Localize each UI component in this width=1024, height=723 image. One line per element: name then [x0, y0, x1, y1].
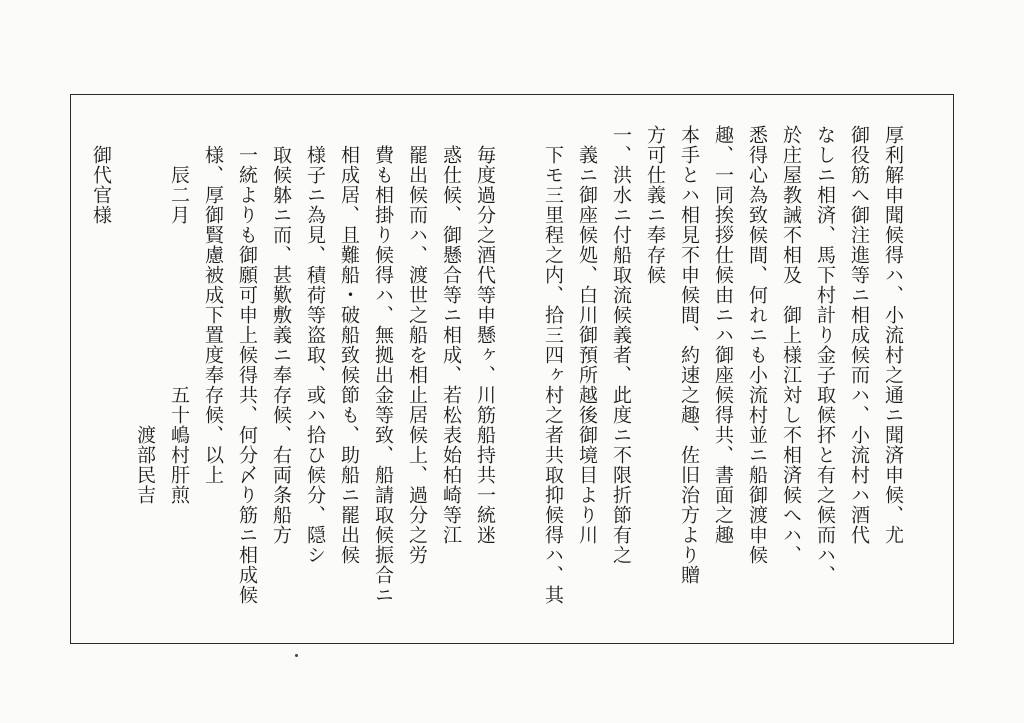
text-column: 相成居、且難船・破船致候節も、助船ニ罷出候: [338, 145, 360, 565]
text-column: 毎度過分之酒代等申懸ヶ、川筋船持共一統迷: [474, 145, 496, 545]
text-column: なしニ相済、馬下村計り金子取候抔と有之候而ハ、: [814, 125, 836, 585]
text-column: 厚利解申聞候得ハ、小流村之通ニ聞済申候、尤: [882, 125, 904, 545]
text-column: 渡部民吉: [134, 165, 156, 505]
text-column: 様子ニ為見、積荷等盗取、或ハ拾ひ候分、隠シ: [304, 145, 326, 565]
text-column: 御代官様: [90, 145, 112, 225]
text-column: 一統よりも御願可申上候得共、何分〆り筋ニ相成候: [236, 145, 258, 605]
text-column: 罷出候而ハ、渡世之船を相止居候上、過分之労: [406, 145, 428, 565]
text-column: 於庄屋教誡不相及 御上様江対し不相済候へハ、: [780, 125, 802, 565]
text-column: 様、厚御賢慮被成下置度奉存候、以上: [202, 145, 224, 485]
text-column: 本手とハ相見不申候間、約速之趣、佐旧治方より贈: [678, 125, 700, 585]
text-column: 義ニ御座候処、白川御預所越後御境目より川: [576, 145, 598, 545]
text-column: 方可仕義ニ奉存候: [644, 125, 666, 285]
text-column: 悉得心為致候間、何れニも小流村並ニ船御渡申候: [746, 125, 768, 565]
text-column: 下モ三里程之内、拾三四ヶ村之者共取抑候得ハ、其: [542, 145, 564, 605]
text-column: 御役筋へ御注進等ニ相成候而ハ、小流村ハ酒代: [848, 125, 870, 545]
text-column: 一、洪水ニ付船取流候義者、此度ニ不限折節有之: [610, 125, 632, 565]
text-column: 惑仕候、御懸合等ニ相成、若松表始柏崎等江: [440, 145, 462, 545]
text-frame: [70, 94, 954, 644]
text-column: 費も相掛り候得ハ、無拠出金等致、船請取候振合ニ: [372, 145, 394, 605]
text-column: 辰二月 五十嶋村肝煎: [168, 165, 190, 505]
text-column: 趣、一同挨拶仕候由ニハ御座候得共、書面之趣: [712, 125, 734, 545]
text-column: 取候躰ニ而、甚歎敷義ニ奉存候、右両条船方: [270, 145, 292, 545]
scan-speck: [295, 654, 298, 657]
